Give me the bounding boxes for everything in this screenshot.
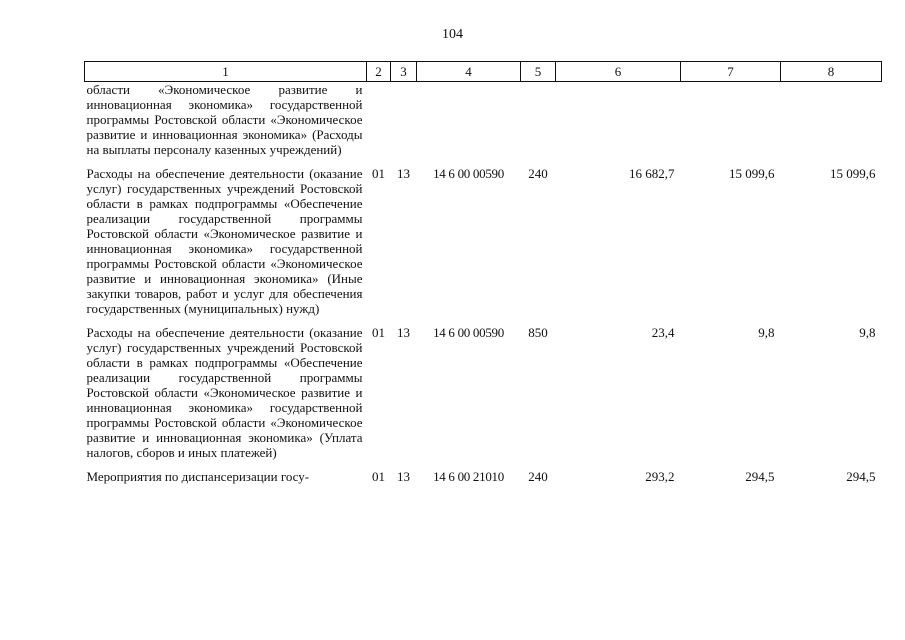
- header-col-1: 1: [85, 62, 367, 82]
- row-description: области «Экономическое развитие и инновационная экономика» государственной программы Ростовской области «Экономическое развитие и инновационная экономика» (Расходы на выплаты персоналу казенных учреждений): [86, 82, 363, 157]
- row-expense-type: 240: [528, 469, 548, 484]
- row-amount-1: 23,4: [651, 325, 675, 340]
- table-row: [85, 165, 882, 324]
- row-amount-2: [681, 82, 781, 166]
- header-col-4: 4: [417, 62, 521, 82]
- row-amount-3: 15 099,6: [830, 166, 876, 181]
- header-col-5: 5: [521, 62, 556, 82]
- row-amount-1: 293,2: [645, 469, 675, 484]
- row-target-code: 14 6 00 00590: [433, 325, 504, 340]
- row-expense-type: 240: [528, 166, 548, 181]
- row-amount-3: 294,5: [846, 469, 876, 484]
- row-subsection: 13: [397, 469, 410, 484]
- row-section: [367, 82, 391, 166]
- table-row: [85, 468, 882, 492]
- row-section: 01: [372, 325, 385, 340]
- header-col-3: 3: [391, 62, 417, 82]
- table-row: [85, 324, 882, 468]
- row-amount-2: 294,5: [745, 469, 775, 484]
- table-header-row: [85, 62, 882, 82]
- row-target-code: 14 6 00 00590: [433, 166, 504, 181]
- row-amount-3: 9,8: [859, 325, 876, 340]
- row-amount-2: 15 099,6: [729, 166, 775, 181]
- row-section: 01: [372, 469, 385, 484]
- header-col-7: 7: [681, 62, 781, 82]
- row-subsection: 13: [397, 166, 410, 181]
- row-section: 01: [372, 166, 385, 181]
- row-description: Мероприятия по диспансеризации госу-: [86, 469, 310, 484]
- row-target-code: 14 6 00 21010: [433, 469, 504, 484]
- header-col-6: 6: [556, 62, 681, 82]
- table-row: [85, 82, 882, 166]
- row-description: Расходы на обеспечение деятельности (оказание услуг) государственных учреждений Ростовской области в рамках подпрограммы «Обеспечение реализации государственной программы Ростовской области «Экономическое развитие и инновационная экономика» государственной программы Ростовской области «Экономическое развитие и инновационная экономика» (Уплата налогов, сборов и иных платежей): [86, 325, 363, 460]
- row-amount-2: 9,8: [758, 325, 775, 340]
- row-target-code: [417, 82, 521, 166]
- row-amount-1: 16 682,7: [629, 166, 675, 181]
- row-amount-3: [781, 82, 882, 166]
- row-subsection: 13: [397, 325, 410, 340]
- row-expense-type: [521, 82, 556, 166]
- row-expense-type: 850: [528, 325, 548, 340]
- page-number: 104: [442, 27, 463, 42]
- header-col-2: 2: [367, 62, 391, 82]
- row-description: Расходы на обеспечение деятельности (оказание услуг) государственных учреждений Ростовской области в рамках подпрограммы «Обеспечение реализации государственной программы Ростовской области «Экономическое развитие и инновационная экономика» государственной программы Ростовской области «Экономическое развитие и инновационная экономика» (Иные закупки товаров, работ и услуг для обеспечения государственных (муниципальных) нужд): [86, 166, 363, 316]
- row-amount-1: [556, 82, 681, 166]
- row-subsection: [391, 82, 417, 166]
- budget-table: [84, 61, 882, 492]
- header-col-8: 8: [781, 62, 882, 82]
